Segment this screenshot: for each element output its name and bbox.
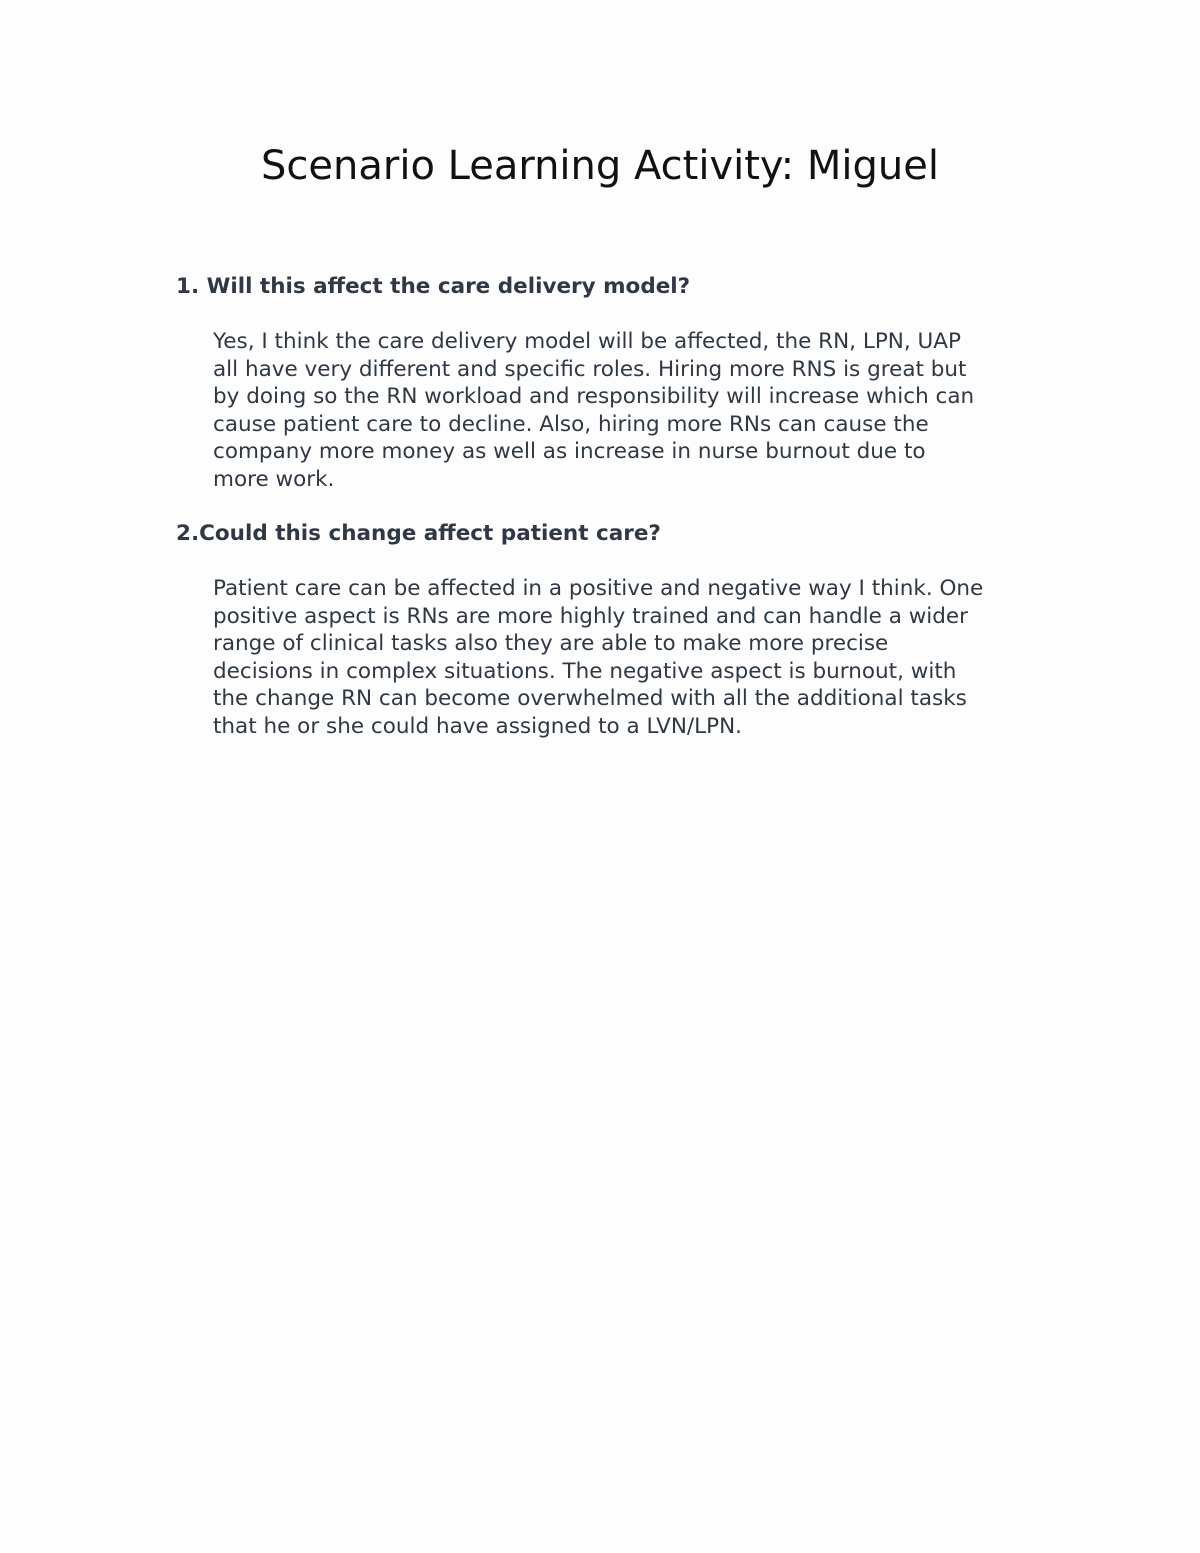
answer-2-line: positive aspect is RNs are more highly trained and can handle a wider: [213, 603, 968, 629]
answer-2: [213, 575, 1093, 741]
answer-1-line: Yes, I think the care delivery model will be affected, the RN, LPN, UAP: [213, 329, 961, 354]
question-1-heading: 1. Will this affect the care delivery model?: [176, 274, 691, 299]
answer-1-line: more work.: [213, 466, 335, 492]
answer-1-line: by doing so the RN workload and responsibility will increase which can: [213, 384, 975, 410]
document-title: Scenario Learning Activity: Miguel: [261, 143, 939, 189]
question-2-heading: 2.Could this change affect patient care?: [176, 521, 661, 546]
answer-2-line: the change RN can become overwhelmed with all the additional tasks: [213, 686, 967, 712]
answer-2-line: decisions in complex situations. The negative aspect is burnout, with: [213, 658, 957, 684]
answer-2-line: range of clinical tasks also they are able to make more precise: [213, 631, 889, 657]
answer-1: [213, 328, 1093, 494]
answer-1-line: company more money as well as increase in nurse burnout due to: [213, 439, 926, 465]
answer-2-line: Patient care can be affected in a positive and negative way I think. One: [213, 576, 984, 601]
answer-1-line: all have very different and specific roles. Hiring more RNS is great but: [213, 356, 967, 382]
answer-1-line: cause patient care to decline. Also, hiring more RNs can cause the: [213, 411, 929, 437]
answer-2-line: that he or she could have assigned to a LVN/LPN.: [213, 713, 743, 739]
